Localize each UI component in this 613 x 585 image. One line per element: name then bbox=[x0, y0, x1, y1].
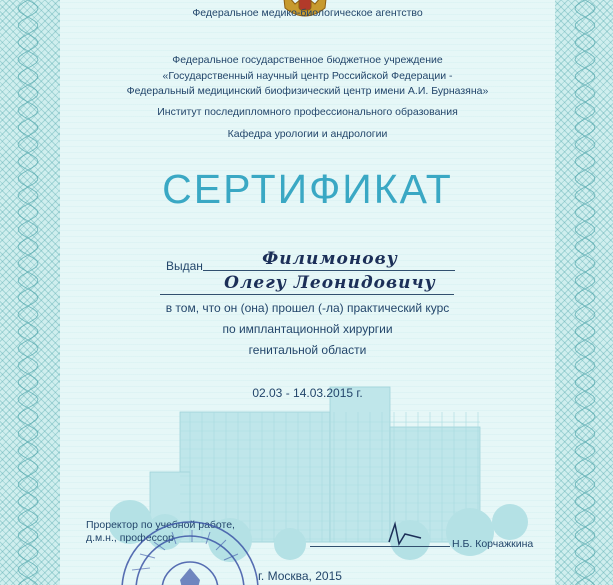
course-text-line-3: генитальной области bbox=[248, 343, 367, 357]
institution-line-1: Федеральное государственное бюджетное учреждение bbox=[172, 54, 443, 66]
institution-line-3: Федеральный медицинский биофизический центр имени А.И. Бурназяна» bbox=[126, 85, 489, 97]
department-name: Кафедра урологии и андрологии bbox=[227, 128, 388, 140]
course-text-line-1: в том, что он (она) прошел (-ла) практический курс bbox=[165, 301, 450, 315]
agency-name: Федеральное медико-биологическое агентство bbox=[192, 7, 423, 19]
certificate-title: СЕРТИФИКАТ bbox=[162, 166, 453, 212]
signer-name: Н.Б. Корчажкина bbox=[452, 538, 534, 550]
institution-line-2: «Государственный научный центр Российской Федерации - bbox=[162, 70, 453, 82]
course-dates: 02.03 - 14.03.2015 г. bbox=[252, 386, 363, 400]
recipient-surname: Филимонову bbox=[262, 249, 398, 269]
institute-name: Институт последипломного профессионального образования bbox=[157, 106, 458, 118]
signature-line bbox=[310, 546, 450, 547]
recipient-name-patronymic: Олегу Леонидовичу bbox=[224, 273, 436, 293]
signer-role-line-1: Проректор по учебной работе, bbox=[86, 519, 235, 531]
issued-label: Выдан bbox=[166, 259, 203, 273]
handwritten-signature-icon bbox=[385, 520, 425, 550]
round-seal-icon bbox=[110, 510, 260, 585]
place-and-year: г. Москва, 2015 bbox=[258, 569, 342, 583]
course-text-line-2: по имплантационной хирургии bbox=[222, 322, 393, 336]
signer-role-line-2: д.м.н., профессор bbox=[86, 532, 174, 544]
surname-underline bbox=[203, 270, 455, 271]
name-underline bbox=[160, 294, 454, 295]
